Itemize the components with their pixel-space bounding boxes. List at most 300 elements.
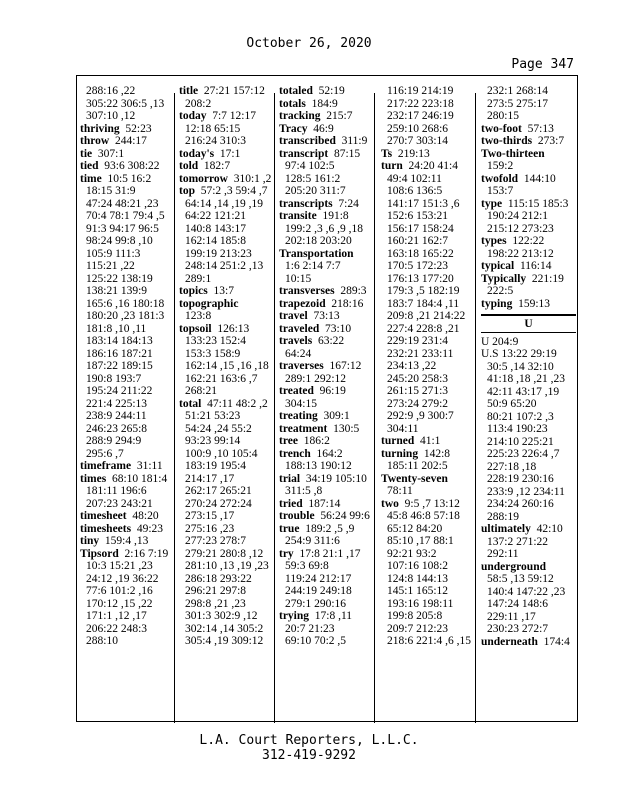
entry-word: tried <box>279 497 303 510</box>
entry-word: Typically <box>481 272 527 285</box>
section-rule <box>481 314 576 316</box>
entry-continuation: 30:5 ,14 32:10 <box>487 360 554 373</box>
entry-continuation: 54:24 ,24 55:2 <box>185 422 252 435</box>
entry-continuation: 229:19 231:4 <box>387 335 449 347</box>
index-entry <box>279 248 374 261</box>
entry-word: Transportation <box>279 247 354 260</box>
entry-continuation: 116:19 214:19 <box>387 85 454 97</box>
entry-continuation: 140:4 147:22 ,23 <box>487 585 566 598</box>
entry-continuation: 176:13 177:20 <box>387 272 454 285</box>
entry-refs: 310:1 ,2 <box>227 172 272 185</box>
section-rule <box>481 332 576 333</box>
entry-continuation: 193:16 198:11 <box>387 597 454 610</box>
entry-refs: 63:22 <box>312 335 345 347</box>
entry-continuation: 141:17 151:3 ,6 <box>387 197 460 210</box>
entry-refs: 116:14 <box>514 260 552 272</box>
index-entry <box>481 260 576 273</box>
entry-continuation: 107:16 108:2 <box>387 560 449 572</box>
entry-word: top <box>179 185 195 197</box>
entry-continuation: 298:8 ,21 ,23 <box>185 597 246 610</box>
entry-word: tree <box>279 435 298 447</box>
entry-continuation: 24:12 ,19 36:22 <box>86 572 159 585</box>
index-entry <box>481 123 576 136</box>
entry-refs: 307:1 <box>92 147 125 160</box>
entry-refs: 47:11 48:2 ,2 <box>201 397 268 410</box>
entry-continuation: 232:21 233:11 <box>387 347 454 360</box>
index-entry <box>279 310 374 323</box>
index-entry <box>279 510 374 523</box>
entry-continuation: 80:21 107:2 ,3 <box>487 410 554 423</box>
entry-continuation: 270:24 272:24 <box>185 497 252 510</box>
entry-word: twofold <box>481 172 519 185</box>
entry-word: typical <box>481 260 515 272</box>
entry-refs: 309:1 <box>317 410 350 422</box>
entry-word: tied <box>80 160 99 172</box>
index-entry <box>279 110 374 123</box>
entry-word: underneath <box>481 635 538 648</box>
entry-continuation: 65:12 84:20 <box>387 522 443 535</box>
entry-refs: 27:21 157:12 <box>198 85 265 97</box>
entry-continuation: 97:4 102:5 <box>285 160 335 172</box>
entry-continuation: 296:21 297:8 <box>185 585 247 597</box>
index-entry <box>179 148 274 161</box>
entry-continuation: 301:3 302:9 ,12 <box>185 610 258 622</box>
entry-continuation: 185:11 202:5 <box>387 460 448 472</box>
entry-continuation: 186:16 187:21 <box>86 347 153 360</box>
entry-refs: 17:8 21:1 ,17 <box>293 547 361 560</box>
entry-continuation: 288:10 <box>86 635 118 647</box>
index-entry <box>481 198 576 211</box>
entry-refs: 167:12 <box>323 360 362 372</box>
entry-continuation: 115:21 ,22 <box>86 260 135 272</box>
entry-word: throw <box>80 135 110 147</box>
index-entry <box>381 498 476 511</box>
column-divider <box>374 93 375 723</box>
entry-refs: 221:19 <box>526 272 564 285</box>
entry-continuation: 124:8 144:13 <box>387 572 449 585</box>
footer-company: L.A. Court Reporters, L.L.C. <box>199 733 419 748</box>
entry-continuation: 162:14 ,15 ,16 ,18 <box>185 360 269 372</box>
entry-word: tie <box>80 147 93 160</box>
index-entry <box>80 173 175 186</box>
entry-word: timesheets <box>80 522 132 535</box>
entry-continuation: 222:5 <box>487 285 514 297</box>
index-entry <box>381 448 476 461</box>
entry-continuation: 163:18 165:22 <box>387 247 454 260</box>
entry-continuation: 216:24 310:3 <box>185 135 247 147</box>
entry-continuation: U 204:9 <box>481 335 519 348</box>
entry-continuation: 195:24 211:22 <box>86 385 153 397</box>
entry-word: Ts <box>381 147 393 160</box>
index-entry <box>279 423 374 436</box>
entry-word: trying <box>279 610 310 622</box>
entry-continuation: 12:18 65:15 <box>185 122 241 135</box>
entry-continuation: 108:6 136:5 <box>387 185 443 197</box>
index-entry <box>179 160 274 173</box>
entry-continuation: 230:23 272:7 <box>487 623 549 635</box>
index-entry <box>279 610 374 623</box>
entry-refs: 273:7 <box>532 135 565 147</box>
entry-continuation: 50:9 65:20 <box>487 398 537 410</box>
entry-word: topsoil <box>179 322 212 335</box>
entry-continuation: 238:9 244:11 <box>86 410 147 422</box>
entry-word: two-foot <box>481 122 522 135</box>
entry-continuation: 64:24 <box>285 347 312 360</box>
entry-continuation: 100:9 ,10 105:4 <box>185 447 258 460</box>
entry-word: Twenty-seven <box>381 472 448 485</box>
entry-refs: 68:10 181:4 <box>106 472 168 485</box>
entry-refs: 9:5 ,7 13:12 <box>398 497 460 510</box>
index-entry <box>279 410 374 423</box>
entry-refs: 93:6 308:22 <box>98 160 160 172</box>
entry-continuation: 183:7 184:4 ,11 <box>387 297 460 310</box>
entry-continuation: 20:7 21:23 <box>285 622 335 635</box>
entry-continuation: 45:8 46:8 57:18 <box>387 510 460 522</box>
entry-continuation: 261:15 271:3 <box>387 385 449 397</box>
entry-word: tiny <box>80 535 100 547</box>
entry-continuation: 246:23 265:8 <box>86 422 148 435</box>
section-letter: U <box>524 318 533 330</box>
entry-refs: 189:2 ,5 ,9 <box>299 522 355 535</box>
entry-continuation: 273:5 275:17 <box>487 97 549 110</box>
entry-refs: 34:19 105:10 <box>300 472 367 485</box>
entry-refs: 219:13 <box>392 147 430 160</box>
entry-refs: 2:16 7:19 <box>118 547 169 560</box>
index-entry <box>80 135 175 148</box>
entry-continuation: 105:9 111:3 <box>86 247 141 260</box>
entry-continuation: 10:15 <box>285 272 312 285</box>
index-entry <box>279 385 374 398</box>
entry-continuation: 10:3 15:21 ,23 <box>86 560 153 572</box>
index-entry <box>80 510 175 523</box>
entry-refs: 17:8 ,11 <box>309 610 353 622</box>
entry-continuation: 181:11 196:6 <box>86 485 147 497</box>
entry-refs: 159:4 ,13 <box>99 535 149 547</box>
index-entry <box>279 523 374 536</box>
entry-continuation: 42:11 43:17 ,19 <box>487 385 560 398</box>
entry-continuation: 170:12 ,15 ,22 <box>86 597 153 610</box>
entry-continuation: 180:20 ,23 181:3 <box>86 310 165 322</box>
entry-continuation: 133:23 152:4 <box>185 335 247 347</box>
entry-refs: 52:23 <box>119 122 152 135</box>
index-column-1 <box>80 85 175 648</box>
entry-word: travels <box>279 335 313 347</box>
entry-refs: 244:17 <box>109 135 147 147</box>
entry-refs: 142:8 <box>418 447 451 460</box>
entry-continuation: 234:24 260:16 <box>487 498 554 510</box>
entry-continuation: 160:21 162:7 <box>387 235 449 247</box>
entry-word: told <box>179 160 199 172</box>
entry-word: today <box>179 110 207 122</box>
entry-continuation: 153:3 158:9 <box>185 347 241 360</box>
entry-continuation: 268:21 <box>185 385 217 397</box>
entry-continuation: 218:6 221:4 ,6 ,15 <box>387 635 472 647</box>
entry-word: two-thirds <box>481 135 533 147</box>
index-entry <box>80 123 175 136</box>
entry-word: trial <box>279 472 301 485</box>
index-column-2 <box>179 85 274 648</box>
entry-refs: 41:1 <box>414 435 441 447</box>
index-entry <box>381 148 476 161</box>
entry-word: ultimately <box>481 523 531 535</box>
index-entry <box>179 285 274 298</box>
entry-continuation: 145:1 165:12 <box>387 585 449 597</box>
index-entry <box>80 160 175 173</box>
entry-continuation: 208:2 <box>185 97 212 110</box>
entry-refs: 289:3 <box>334 285 367 297</box>
entry-continuation: 280:15 <box>487 110 519 122</box>
entry-continuation: 292:11 <box>487 548 519 560</box>
entry-continuation: 288:9 294:9 <box>86 435 142 447</box>
entry-word: trouble <box>279 510 315 522</box>
entry-continuation: 64:14 ,14 ,19 ,19 <box>185 197 263 210</box>
entry-refs: 130:5 <box>327 422 360 435</box>
entry-continuation: 304:11 <box>387 422 419 435</box>
entry-continuation: U.S 13:22 29:19 <box>481 348 557 360</box>
index-entry <box>381 473 476 486</box>
entry-continuation: 289:1 <box>185 272 212 285</box>
entry-continuation: 202:18 203:20 <box>285 235 352 247</box>
entry-continuation: 59:3 69:8 <box>285 560 329 572</box>
index-entry <box>279 148 374 161</box>
entry-refs: 96:19 <box>313 385 346 397</box>
entry-word: treating <box>279 410 318 422</box>
entry-continuation: 275:16 ,23 <box>185 522 235 535</box>
entry-word: time <box>80 172 102 185</box>
entry-refs: 184:9 <box>305 97 338 110</box>
entry-continuation: 98:24 99:8 ,10 <box>86 235 153 247</box>
entry-refs: 144:10 <box>518 172 556 185</box>
entry-refs: 17:1 <box>214 147 241 160</box>
entry-refs: 48:20 <box>126 510 159 522</box>
entry-refs: 49:23 <box>131 522 164 535</box>
entry-continuation: 244:19 249:18 <box>285 585 352 597</box>
entry-continuation: 170:5 172:23 <box>387 260 449 272</box>
entry-word: topographic <box>179 297 239 310</box>
entry-refs: 46:9 <box>307 122 334 135</box>
entry-word: total <box>179 397 202 410</box>
entry-refs: 73:10 <box>319 322 352 335</box>
column-divider <box>274 93 275 723</box>
entry-continuation: 64:22 121:21 <box>185 210 247 222</box>
index-entry <box>279 335 374 348</box>
entry-continuation: 123:8 <box>185 310 212 322</box>
entry-word: totaled <box>279 85 313 97</box>
entry-word: title <box>179 85 199 97</box>
entry-word: tomorrow <box>179 172 228 185</box>
entry-continuation: 137:2 271:22 <box>487 535 549 548</box>
index-column-4 <box>381 85 476 648</box>
entry-continuation: 209:7 212:23 <box>387 622 449 635</box>
entry-continuation: 183:14 184:13 <box>86 335 153 347</box>
entry-word: travel <box>279 310 308 322</box>
entry-continuation: 217:22 223:18 <box>387 97 454 110</box>
entry-continuation: 254:9 311:6 <box>285 535 340 547</box>
entry-continuation: 214:17 ,17 <box>185 472 235 485</box>
entry-continuation: 305:22 306:5 ,13 <box>86 97 165 110</box>
entry-continuation: 279:1 290:16 <box>285 597 347 610</box>
entry-continuation: 198:22 213:12 <box>487 247 554 260</box>
entry-continuation: 153:7 <box>487 185 514 197</box>
entry-refs: 57:13 <box>521 122 554 135</box>
entry-continuation: 273:15 ,17 <box>185 510 235 522</box>
entry-refs: 164:2 <box>310 447 343 460</box>
entry-continuation: 156:17 158:24 <box>387 222 454 235</box>
entry-refs: 10:5 16:2 <box>101 172 152 185</box>
entry-continuation: 227:4 228:8 ,21 <box>387 322 460 335</box>
index-entry <box>279 210 374 223</box>
entry-word: treated <box>279 385 314 397</box>
index-column-3 <box>279 85 374 648</box>
entry-continuation: 232:17 246:19 <box>387 110 454 122</box>
index-entry <box>80 535 175 548</box>
entry-continuation: 113:4 190:23 <box>487 423 548 435</box>
entry-continuation: 77:6 101:2 ,16 <box>86 585 153 597</box>
index-entry <box>279 85 374 98</box>
entry-continuation: 199:8 205:8 <box>387 610 443 622</box>
entry-continuation: 147:24 148:6 <box>487 598 549 610</box>
entry-refs: 7:7 12:17 <box>206 110 256 122</box>
entry-word: topics <box>179 285 208 297</box>
index-entry <box>279 135 374 148</box>
index-entry <box>279 473 374 486</box>
entry-continuation: 307:10 ,12 <box>86 110 136 122</box>
entry-continuation: 225:23 226:4 ,7 <box>487 448 560 460</box>
entry-continuation: 93:23 99:14 <box>185 435 241 447</box>
entry-refs: 31:11 <box>131 460 163 472</box>
entry-refs: 186:2 <box>297 435 330 447</box>
index-entry <box>481 235 576 248</box>
entry-continuation: 229:11 ,17 <box>487 610 536 623</box>
entry-continuation: 259:10 268:6 <box>387 122 449 135</box>
entry-refs: 73:13 <box>307 310 340 322</box>
entry-continuation: 58:5 ,13 59:12 <box>487 573 554 585</box>
entry-continuation: 281:10 ,13 ,19 ,23 <box>185 560 269 572</box>
index-entry <box>481 135 576 148</box>
entry-refs: 87:15 <box>328 147 361 160</box>
entry-continuation: 304:15 <box>285 397 317 410</box>
entry-word: transverses <box>279 285 335 297</box>
entry-continuation: 199:19 213:23 <box>185 247 252 260</box>
index-entry <box>179 323 274 336</box>
entry-continuation: 270:7 303:14 <box>387 135 449 147</box>
entry-continuation: 228:19 230:16 <box>487 473 554 485</box>
entry-word: typing <box>481 297 513 310</box>
entry-word: times <box>80 472 107 485</box>
entry-continuation: 125:22 138:19 <box>86 272 153 285</box>
index-entry <box>279 298 374 311</box>
entry-word: timesheet <box>80 510 127 522</box>
index-entry <box>179 110 274 123</box>
footer-phone: 312-419-9292 <box>262 748 356 763</box>
entry-refs: 182:7 <box>198 160 231 172</box>
entry-word: tracking <box>279 110 321 122</box>
entry-word: trapezoid <box>279 297 326 310</box>
entry-word: try <box>279 547 294 560</box>
entry-word: transcripts <box>279 197 333 210</box>
index-entry <box>481 148 576 161</box>
entry-continuation: 288:19 <box>487 510 519 523</box>
entry-continuation: 162:14 185:8 <box>185 235 247 247</box>
entry-refs: 122:22 <box>506 235 545 247</box>
entry-word: Tipsord <box>80 547 119 560</box>
entry-continuation: 305:4 ,19 309:12 <box>185 635 264 647</box>
entry-refs: 57:2 ,3 59:4 ,7 <box>194 185 268 197</box>
index-entry <box>279 98 374 111</box>
entry-continuation: 49:4 102:11 <box>387 172 442 185</box>
entry-refs: 311:9 <box>335 135 368 147</box>
index-entry <box>179 185 274 198</box>
index-entry <box>80 148 175 161</box>
entry-continuation: 209:8 ,21 214:22 <box>387 310 466 322</box>
entry-continuation: 302:14 ,14 305:2 <box>185 622 264 635</box>
entry-continuation: 78:11 <box>387 485 413 497</box>
entry-continuation: 289:1 292:12 <box>285 372 347 385</box>
entry-word: today's <box>179 147 215 160</box>
entry-continuation: 273:24 279:2 <box>387 397 449 410</box>
entry-continuation: 1:6 2:14 7:7 <box>285 260 341 272</box>
index-entry <box>179 85 274 98</box>
entry-refs: 191:8 <box>316 210 349 222</box>
entry-continuation: 262:17 265:21 <box>185 485 252 497</box>
index-entry <box>481 636 576 649</box>
entry-continuation: 233:9 ,12 234:11 <box>487 485 565 498</box>
entry-continuation: 138:21 139:9 <box>86 285 148 297</box>
entry-continuation: 227:18 ,18 <box>487 460 537 473</box>
entry-word: Tracy <box>279 122 308 135</box>
entry-word: turned <box>381 435 415 447</box>
entry-continuation: 221:4 225:13 <box>86 397 148 410</box>
index-entry <box>279 360 374 373</box>
entry-refs: 7:24 <box>332 197 359 210</box>
entry-continuation: 92:21 93:2 <box>387 547 437 560</box>
entry-continuation: 205:20 311:7 <box>285 185 346 197</box>
entry-word: transcript <box>279 147 329 160</box>
index-entry <box>279 323 374 336</box>
index-entry <box>279 123 374 136</box>
entry-word: treatment <box>279 422 328 435</box>
entry-continuation: 215:12 273:23 <box>487 222 554 235</box>
entry-continuation: 311:5 ,8 <box>285 485 323 497</box>
entry-word: Two-thirteen <box>481 147 545 160</box>
index-entry <box>80 523 175 536</box>
entry-word: traveled <box>279 322 320 335</box>
index-entry <box>481 561 576 574</box>
entry-refs: 56:24 99:6 <box>314 510 370 522</box>
entry-word: turn <box>381 160 403 172</box>
entry-continuation: 286:18 293:22 <box>185 572 252 585</box>
index-entry <box>179 298 274 311</box>
index-entry <box>80 548 175 561</box>
entry-continuation: 18:15 31:9 <box>86 185 136 197</box>
page-number: Page 347 <box>511 57 574 72</box>
index-entry <box>279 435 374 448</box>
entry-continuation: 199:2 ,3 ,6 ,9 ,18 <box>285 222 363 235</box>
index-entry <box>481 273 576 286</box>
entry-refs: 174:4 <box>537 635 570 648</box>
entry-word: transcribed <box>279 135 336 147</box>
entry-refs: 159:13 <box>512 297 551 310</box>
entry-continuation: 165:6 ,16 180:18 <box>86 297 165 310</box>
entry-refs: 126:13 <box>211 322 250 335</box>
entry-continuation: 162:21 163:6 ,7 <box>185 372 258 385</box>
entry-continuation: 47:24 48:21 ,23 <box>86 197 159 210</box>
entry-continuation: 190:8 193:7 <box>86 372 142 385</box>
entry-continuation: 140:8 143:17 <box>185 222 247 235</box>
entry-continuation: 70:4 78:1 79:4 ,5 <box>86 210 165 222</box>
entry-refs: 187:14 <box>302 497 341 510</box>
entry-continuation: 279:21 280:8 ,12 <box>185 547 264 560</box>
